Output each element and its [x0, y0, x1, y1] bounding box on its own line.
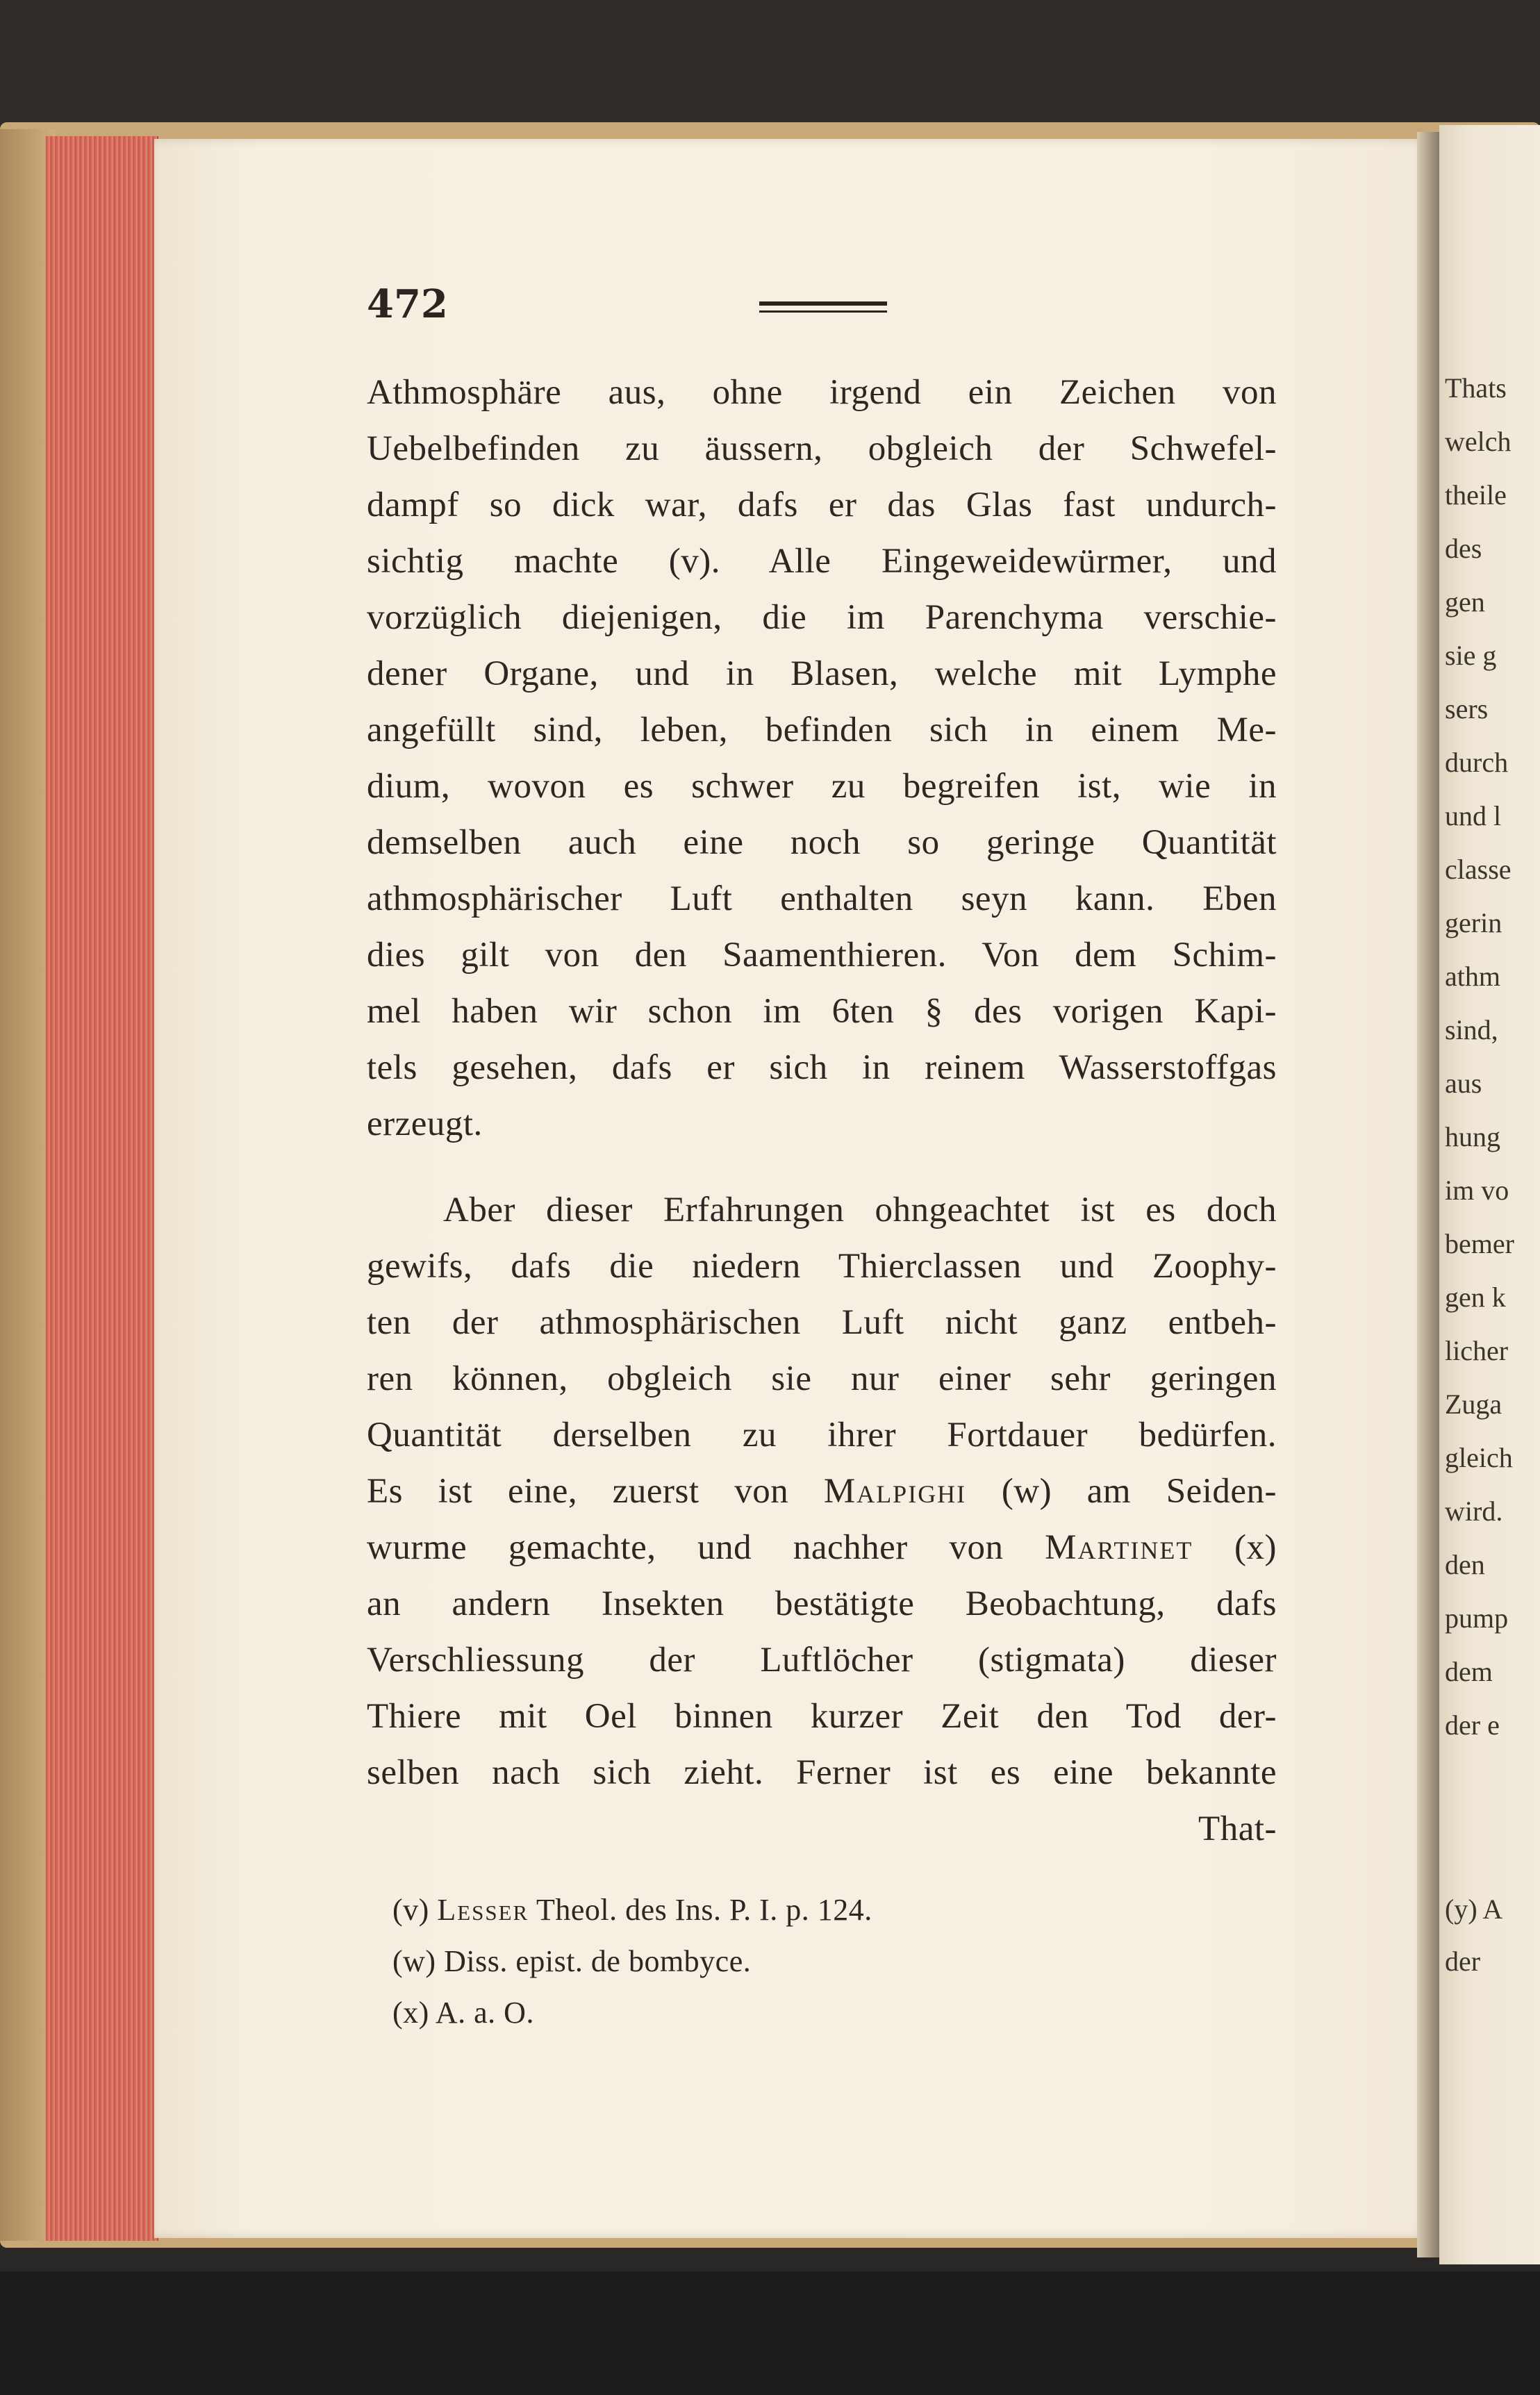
fragment-line: gen k	[1445, 1282, 1506, 1313]
text-line: Aber dieser Erfahrungen ohngeachtet ist es doch	[443, 1191, 1277, 1229]
catchword: That-	[1198, 1809, 1277, 1848]
text-line: Quantität derselben zu ihrer Fortdauer bedürfen.	[367, 1416, 1277, 1455]
text-line: Athmosphäre aus, ohne irgend ein Zeichen von	[367, 373, 1277, 412]
text-line: ren können, obgleich sie nur einer sehr geringen	[367, 1359, 1277, 1398]
fragment-line: (y) A	[1445, 1893, 1503, 1925]
fragment-line: und l	[1445, 800, 1502, 831]
footnote-w: (w) Diss. epist. de bombyce.	[392, 1944, 752, 1978]
text-line	[367, 1471, 1277, 1511]
text-line: an andern Insekten bestätigte Beobachtung, dafs	[367, 1584, 1277, 1623]
text-line: athmosphärischer Luft enthalten seyn kann. Eben	[367, 879, 1277, 918]
text-segment: Es ist eine, zuerst von	[367, 1472, 824, 1511]
fragment-line: der e	[1445, 1709, 1500, 1741]
page-number: 472	[367, 281, 448, 327]
text-line: angefüllt sind, leben, befinden sich in einem Me-	[367, 711, 1277, 749]
text-line: dies gilt von den Saamenthieren. Von dem Schim-	[367, 936, 1277, 975]
scanner-background-bottom	[0, 2271, 1540, 2395]
fragment-line: sind,	[1445, 1014, 1498, 1045]
footnote-v	[392, 1892, 872, 1928]
text-line: Verschliessung der Luftlöcher (stigmata) dieser	[367, 1641, 1277, 1680]
fragment-line: gerin	[1445, 907, 1502, 938]
text-line: dampf so dick war, dafs er das Glas fast undurch-	[367, 486, 1277, 524]
text-line: dener Organe, und in Blasen, welche mit Lymphe	[367, 654, 1277, 693]
fragment-line: aus	[1445, 1068, 1482, 1099]
text-line: ten der athmosphärischen Luft nicht ganz entbeh-	[367, 1303, 1277, 1342]
fragment-line: classe	[1445, 854, 1512, 885]
fragment-line: sie g	[1445, 640, 1497, 671]
fragment-line: pump	[1445, 1602, 1509, 1634]
fragment-line: hung	[1445, 1121, 1500, 1152]
fragment-line: des	[1445, 533, 1482, 564]
footnote-text: Theol. des Ins. P. I. p. 124.	[529, 1893, 872, 1927]
text-line	[367, 1527, 1277, 1568]
fragment-line: durch	[1445, 747, 1509, 778]
text-line: erzeugt.	[367, 1104, 483, 1143]
fragment-line: dem	[1445, 1656, 1493, 1687]
fragment-line: sers	[1445, 693, 1489, 724]
author-name: Lesser	[437, 1893, 529, 1927]
text-line: tels gesehen, dafs er sich in reinem Wasserstoffgas	[367, 1048, 1277, 1087]
scanner-background-top	[0, 0, 1540, 139]
text-line: demselben auch eine noch so geringe Quantität	[367, 823, 1277, 862]
fragment-line: wird.	[1445, 1495, 1503, 1527]
text-line: sichtig machte (v). Alle Eingeweidewürmer, und	[367, 542, 1277, 581]
fragment-line: welch	[1445, 426, 1512, 457]
fragment-line: der	[1445, 1946, 1481, 1977]
text-line: mel haben wir schon im 6ten § des vorigen Kapi-	[367, 992, 1277, 1031]
text-line: dium, wovon es schwer zu begreifen ist, wie in	[367, 767, 1277, 806]
author-name: Malpighi	[823, 1472, 967, 1511]
fragment-line: bemer	[1445, 1228, 1514, 1259]
fragment-line: den	[1445, 1549, 1485, 1580]
text-segment: wurme gemachte, und nachher von	[367, 1528, 1045, 1567]
fragment-line: athm	[1445, 961, 1500, 992]
text-line: Thiere mit Oel binnen kurzer Zeit den Tod der-	[367, 1697, 1277, 1736]
fragment-line: gleich	[1445, 1442, 1513, 1473]
right-page-fragment	[1439, 125, 1540, 2264]
text-segment: (w) am Seiden-	[966, 1472, 1277, 1511]
author-name: Martinet	[1045, 1528, 1193, 1567]
fragment-line: Thats	[1445, 372, 1507, 404]
text-segment: (x)	[1193, 1528, 1277, 1567]
page-stack-edge	[46, 136, 158, 2241]
fragment-line: Zuga	[1445, 1389, 1502, 1420]
text-line: vorzüglich diejenigen, die im Parenchyma verschie-	[367, 598, 1277, 637]
text-line: selben nach sich zieht. Ferner ist es eine bekannte	[367, 1753, 1277, 1792]
text-line: Uebelbefinden zu äussern, obgleich der Schwefel-	[367, 429, 1277, 468]
header-rule	[759, 301, 887, 313]
text-line: gewifs, dafs die niedern Thierclassen und Zoophy-	[367, 1247, 1277, 1286]
footnote-x: (x) A. a. O.	[392, 1996, 534, 2030]
fragment-line: licher	[1445, 1335, 1509, 1366]
footnote-mark: (v)	[392, 1893, 438, 1927]
fragment-line: gen	[1445, 586, 1485, 618]
fragment-line: theile	[1445, 479, 1507, 511]
fragment-line: im vo	[1445, 1175, 1509, 1206]
